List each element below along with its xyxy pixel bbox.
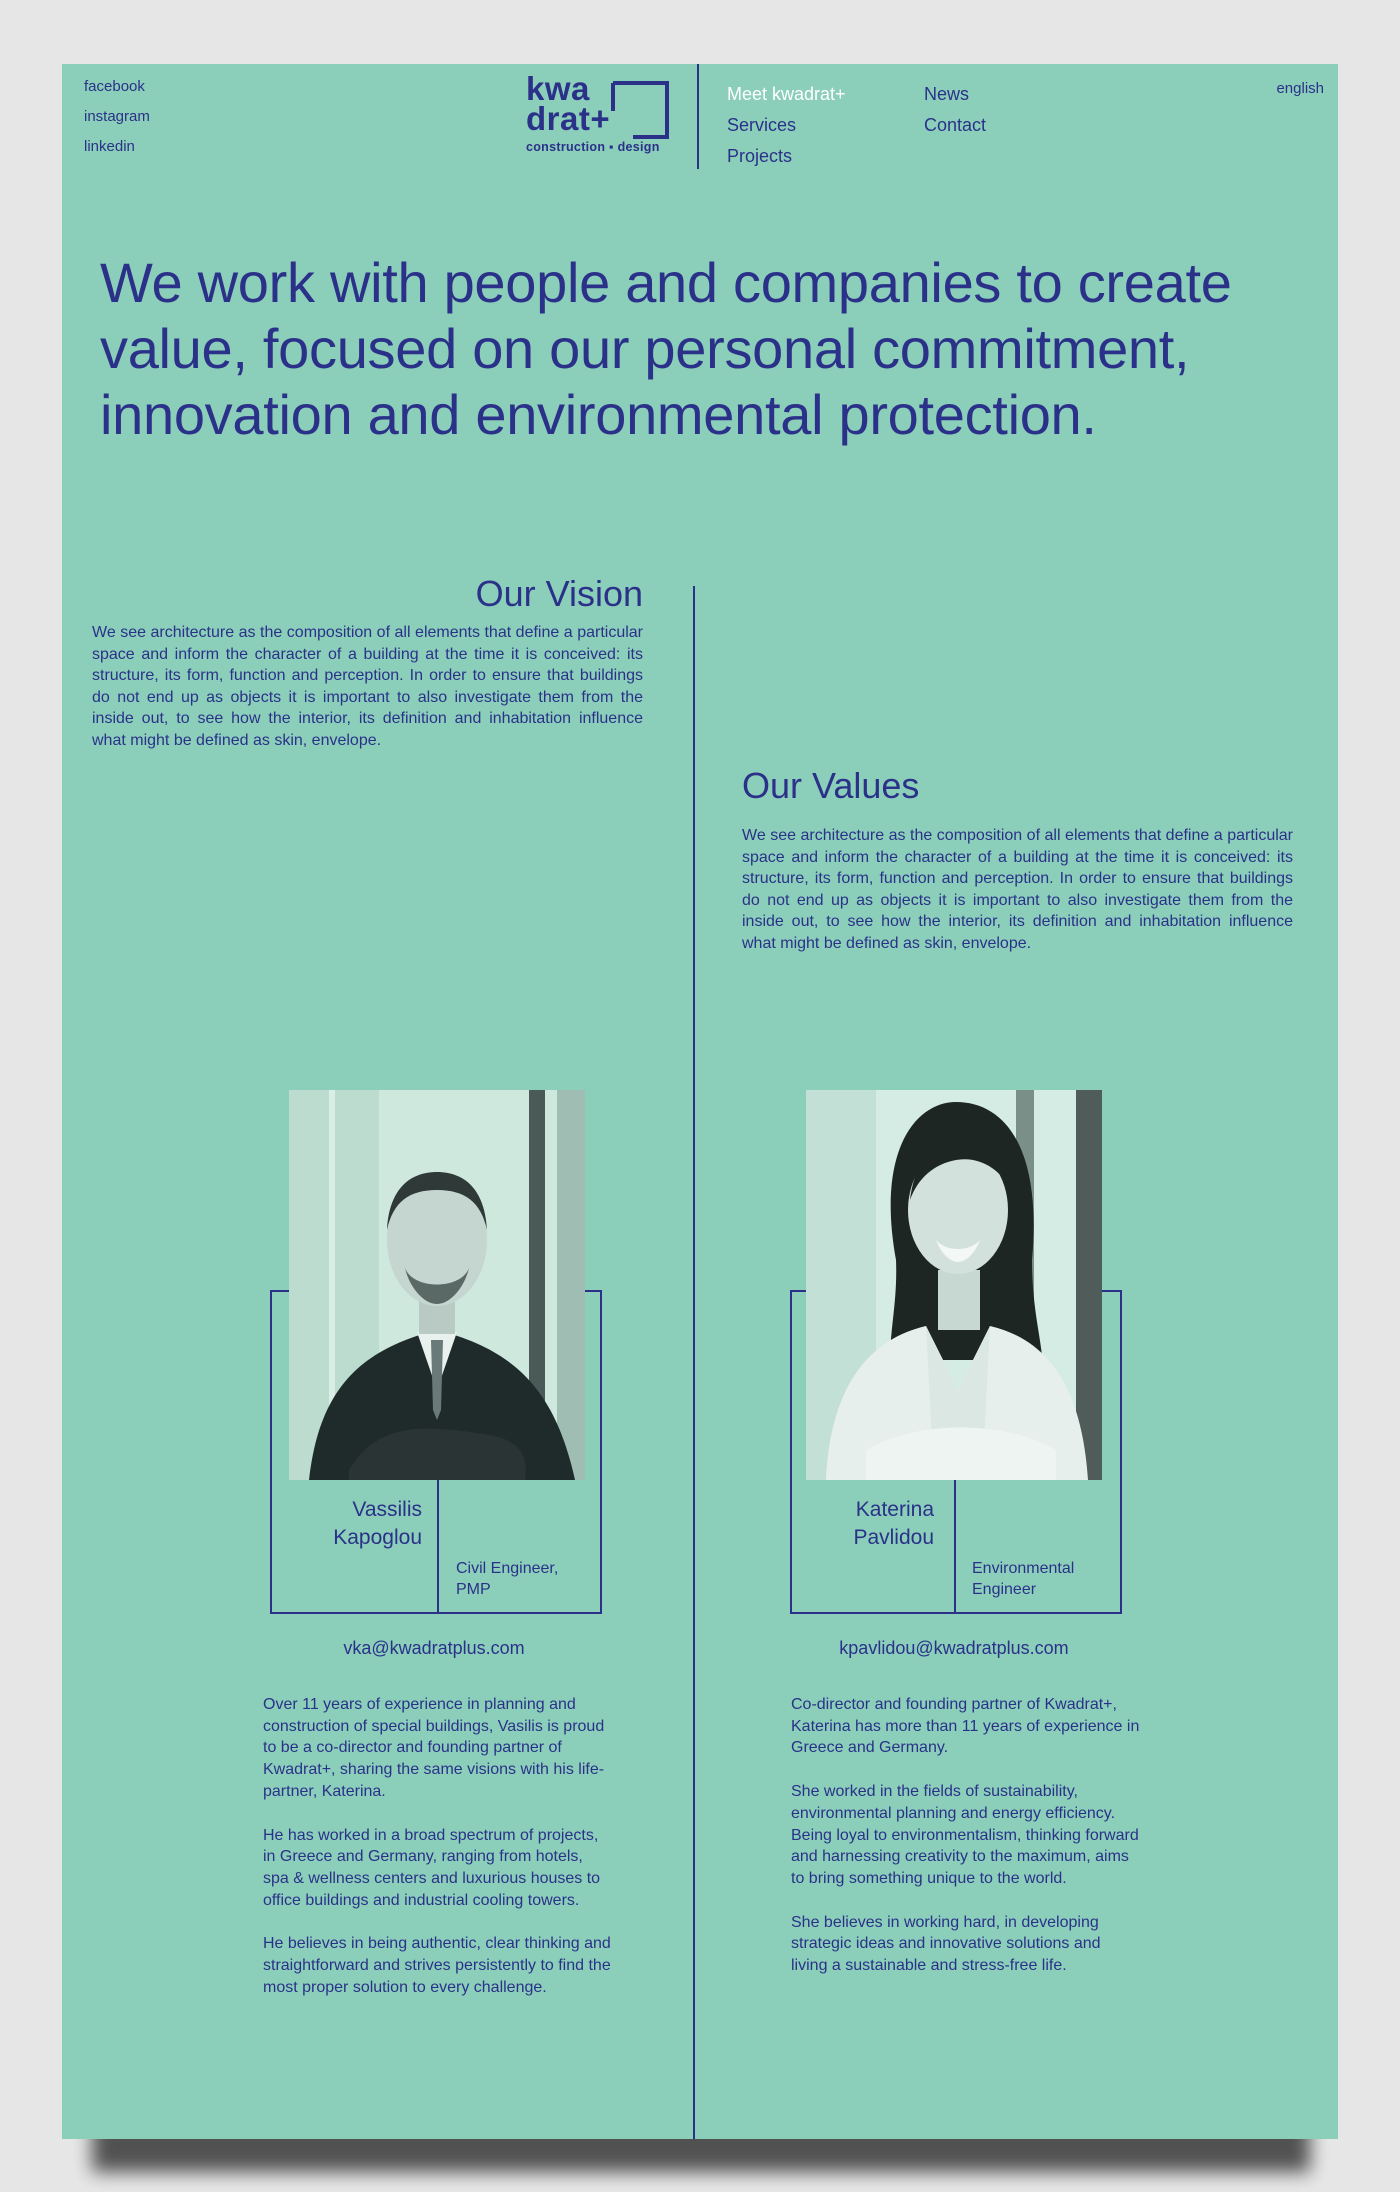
logo-line-1: kwa [526, 70, 590, 107]
linkedin-link[interactable]: linkedin [84, 138, 135, 155]
person-role: Environmental Engineer [972, 1560, 1075, 1598]
nav-column-1 [727, 79, 846, 172]
person-name: Katerina Pavlidou [853, 1498, 934, 1549]
portrait-woman-icon [806, 1090, 1102, 1480]
vision-title: Our Vision [475, 573, 643, 614]
vision-text: We see architecture as the composition of all elements that define a particular space and inform the character of a building at the time it is conceived: its structure, its form, function and perception. In order to ensure that buildings do not end up as objects it is important to also investigate them from the inside out, to see how the interior, its definition and inhabitation influence what might be defined as skin, envelope. [92, 624, 643, 749]
card-divider [954, 1480, 956, 1612]
nav-news[interactable]: News [924, 84, 970, 104]
hero-line-1: We work with people and companies to create [100, 251, 1232, 314]
instagram-link[interactable]: instagram [84, 108, 150, 125]
bio-paragraph: He has worked in a broad spectrum of projects, in Greece and Germany, ranging from hotels, spa & wellness centers and luxurious houses to office buildings and industrial cooling towers. [263, 1826, 601, 1909]
header-divider [697, 64, 699, 169]
language-switch[interactable]: english [1276, 80, 1324, 97]
bio-vassilis [263, 1694, 613, 2020]
values-section [742, 766, 1293, 954]
portrait-man-icon [289, 1090, 585, 1480]
facebook-link[interactable]: facebook [84, 78, 145, 95]
nav-projects[interactable]: Projects [727, 146, 793, 166]
social-links [84, 72, 150, 162]
bio-paragraph: He believes in being authentic, clear thinking and straightforward and strives persistently to find the most proper solution to every challenge. [263, 1935, 611, 1996]
values-text: We see architecture as the composition of all elements that define a particular space and inform the character of a building at the time it is conceived: its structure, its form, function and perception. In order to ensure that buildings do not end up as objects it is important to also investigate them from the inside out, to see how the interior, its definition and inhabitation influence what might be defined as skin, envelope. [742, 827, 1293, 952]
center-divider [693, 586, 695, 2139]
page [62, 64, 1338, 2139]
email-katerina[interactable]: kpavlidou@kwadratplus.com [839, 1638, 1069, 1658]
bio-paragraph: Co-director and founding partner of Kwadrat+, Katerina has more than 11 years of experience in Greece and Germany. [791, 1696, 1140, 1757]
bio-paragraph: She worked in the fields of sustainability, environmental planning and energy efficiency. Being loyal to environmentalism, thinking forward and harnessing creativity to the maximum, aims to bring something unique to the world. [791, 1783, 1139, 1887]
bio-paragraph: Over 11 years of experience in planning and construction of special buildings, Vasilis is proud to be a co-director and founding partner of Kwadrat+, sharing the same visions with his life-partner, Katerina. [263, 1696, 605, 1800]
portrait-vassilis [289, 1090, 585, 1480]
nav-column-2 [924, 79, 986, 141]
vision-section [92, 574, 643, 751]
nav-meet-kwadrat[interactable]: Meet kwadrat+ [727, 84, 846, 104]
hero-line-3: innovation and environmental protection. [100, 383, 1097, 446]
nav-services[interactable]: Services [727, 115, 797, 135]
bio-katerina [791, 1694, 1141, 1999]
values-title: Our Values [742, 765, 920, 806]
person-name: Vassilis Kapoglou [333, 1498, 422, 1549]
card-divider [437, 1480, 439, 1612]
hero-statement [100, 250, 1232, 448]
person-role: Civil Engineer, PMP [456, 1560, 559, 1598]
email-vassilis[interactable]: vka@kwadratplus.com [343, 1638, 525, 1658]
logo-tagline: construction ▪ design [526, 140, 660, 154]
portrait-katerina [806, 1090, 1102, 1480]
hero-line-2: value, focused on our personal commitment, [100, 317, 1190, 380]
logo[interactable] [526, 70, 676, 164]
logo-square-icon [611, 81, 669, 141]
bio-paragraph: She believes in working hard, in developing strategic ideas and innovative solutions and living a sustainable and stress-free life. [791, 1913, 1101, 1975]
logo-line-2: drat+ [526, 100, 611, 137]
nav-contact[interactable]: Contact [924, 115, 987, 135]
